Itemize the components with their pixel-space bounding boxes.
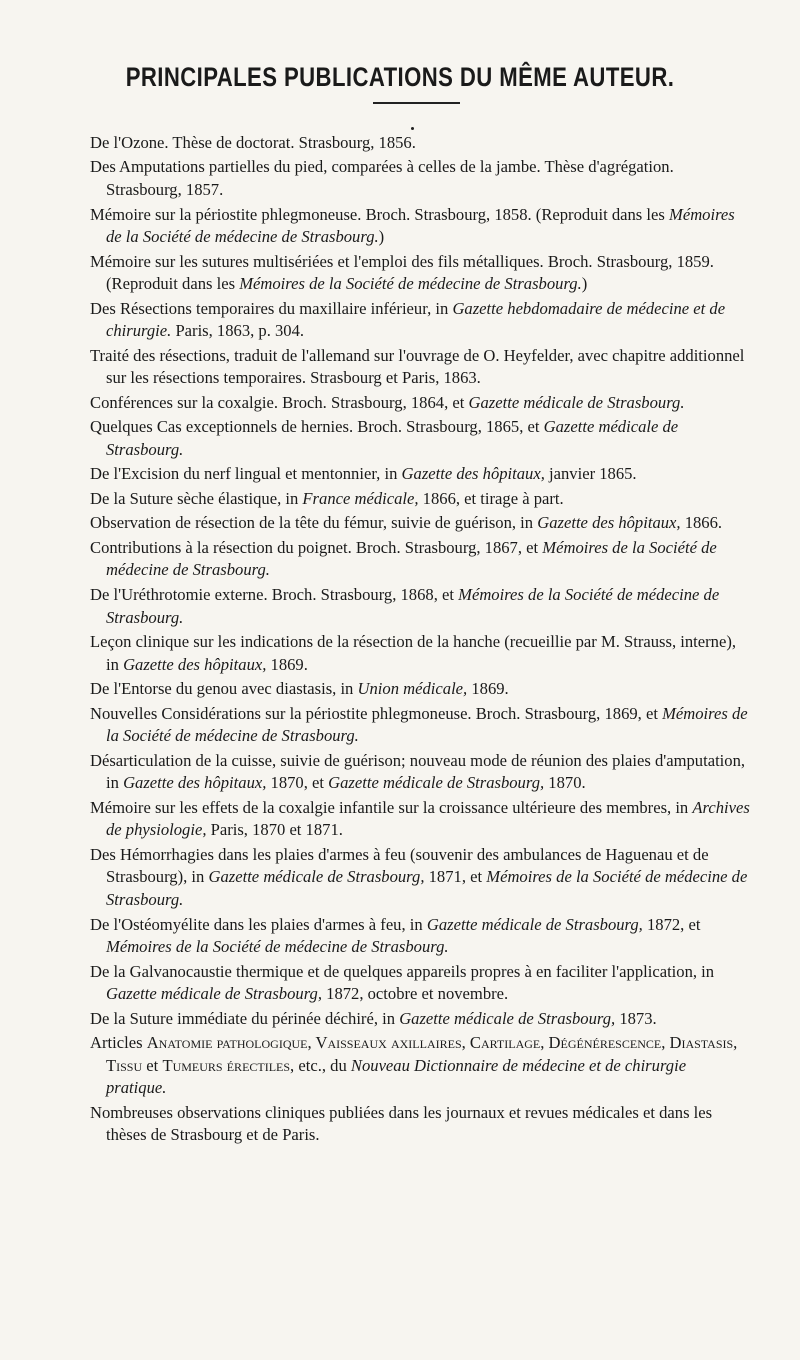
entry-text: Nouvelles Considérations sur la périostite phlegmoneuse. Broch. Strasbourg, 1869, et — [90, 703, 663, 723]
journal-title: Mémoires de la Société de médecine de Strasbourg. — [106, 537, 717, 580]
journal-title: Gazette médicale de Strasbourg, — [426, 914, 643, 934]
entry-text: Mémoire sur les sutures multisériées et l'emploi des fils métalliques. Broch. Strasbourg, 1859. (Reproduit dans les — [90, 251, 714, 294]
entry-text: Conférences sur la coxalgie. Broch. Strasbourg, 1864, et — [90, 392, 469, 412]
journal-title: Nouveau Dictionnaire de médecine et de chirurgie pratique. — [106, 1055, 687, 1098]
entry-text: Traité des résections, traduit de l'allemand sur l'ouvrage de O. Heyfelder, avec chapitre additionnel sur les résections temporaires. Strasbourg et Paris, 1863. — [90, 345, 745, 388]
entry-text: Paris, 1863, p. 304. — [171, 321, 305, 341]
entry-text: De l'Uréthrotomie externe. Broch. Strasbourg, 1868, et — [90, 584, 459, 604]
entry-text: 1872, octobre et novembre. — [322, 984, 509, 1004]
entry-text: 1869. — [467, 679, 509, 699]
journal-title: Union médicale, — [357, 679, 468, 699]
publication-entry — [90, 584, 750, 629]
publication-entry — [90, 132, 750, 155]
entry-text: Des Amputations partielles du pied, comparées à celles de la jambe. Thèse d'agrégation. Strasbourg, 1857. — [90, 157, 674, 200]
publication-entry — [90, 703, 750, 748]
publication-entry — [90, 844, 750, 912]
journal-title: Gazette médicale de Strasbourg. — [468, 392, 685, 412]
publication-entry — [90, 512, 750, 535]
journal-title: Mémoires de la Société de médecine de Strasbourg. — [239, 274, 582, 294]
journal-title: Gazette médicale de Strasbourg, — [106, 984, 322, 1004]
entry-text: Paris, 1870 et 1871. — [206, 820, 343, 840]
publication-entry — [90, 537, 750, 582]
journal-title: Gazette des hôpitaux, — [123, 773, 267, 793]
entry-text: De l'Excision du nerf lingual et mentonnier, in — [90, 464, 402, 484]
publication-entry — [90, 797, 750, 842]
entry-text: Désarticulation de la cuisse, suivie de guérison; nouveau mode de réunion des plaies d'amputation, in — [90, 750, 746, 793]
entry-text: Des Résections temporaires du maxillaire inférieur, in — [90, 298, 453, 318]
entry-text: Anatomie pathologique, Vaisseaux axillaires, Cartilage, Dégénérescence, Diastasis, Tissu — [106, 1033, 738, 1075]
publication-entry — [90, 156, 750, 201]
entry-text: 1866, et tirage à part. — [418, 488, 564, 508]
journal-title: Mémoires de la Société de médecine de Strasbourg. — [106, 867, 748, 910]
publication-entry — [90, 463, 750, 486]
publication-list — [90, 132, 750, 1147]
journal-title: Gazette médicale de Strasbourg, — [328, 773, 545, 793]
entry-text: 1870, et — [266, 773, 329, 793]
publication-entry — [90, 416, 750, 461]
publication-entry — [90, 631, 750, 676]
publication-entry — [90, 1032, 750, 1100]
entry-text: 1872, et — [642, 914, 701, 934]
entry-text: Articles — [90, 1033, 147, 1053]
entry-text: Observation de résection de la tête du fémur, suivie de guérison, in — [90, 513, 538, 533]
journal-title: Mémoires de la Société de médecine de Strasbourg. — [106, 937, 449, 957]
entry-text: Leçon clinique sur les indications de la résection de la hanche (recueillie par M. Strauss, interne), in — [90, 632, 736, 674]
publication-entry — [90, 298, 750, 343]
entry-text: Des Hémorrhagies dans les plaies d'armes à feu (souvenir des ambulances de Haguenau et de Strasbourg), in — [90, 844, 709, 887]
entry-text: etc., du — [294, 1055, 351, 1075]
entry-text: Mémoire sur les effets de la coxalgie infantile sur la croissance ultérieure des membres, in — [90, 797, 693, 817]
entry-text: 1869. — [266, 654, 308, 674]
entry-text: ) — [378, 227, 385, 247]
entry-text: 1866. — [680, 513, 723, 533]
entry-text: Nombreuses observations cliniques publiées dans les journaux et revues médicales et dans les thèses de Strasbourg et de Paris. — [90, 1102, 713, 1145]
journal-title: Gazette médicale de Strasbourg, — [399, 1008, 616, 1028]
entry-text: 1873. — [615, 1008, 657, 1028]
journal-title: Gazette médicale de Strasbourg, — [208, 867, 425, 887]
entry-text: De l'Ostéomyélite dans les plaies d'armes à feu, in — [90, 914, 427, 934]
entry-text: 1870. — [544, 773, 586, 793]
entry-text: De la Galvanocaustie thermique et de quelques appareils propres à en faciliter l'application, in — [90, 961, 715, 981]
entry-text: Mémoire sur la périostite phlegmoneuse. Broch. Strasbourg, 1858. (Reproduit dans les — [90, 204, 669, 224]
entry-text: ) — [581, 274, 588, 294]
journal-title: Mémoires de la Société de médecine de Strasbourg. — [106, 204, 735, 247]
publication-entry — [90, 204, 750, 249]
publication-entry — [90, 392, 750, 415]
journal-title: Mémoires de la Société de médecine de Strasbourg. — [106, 584, 720, 627]
publication-entry — [90, 345, 750, 390]
publication-entry — [90, 1008, 750, 1031]
journal-title: Gazette des hôpitaux, — [123, 654, 267, 674]
ornament-dot — [411, 127, 414, 130]
page-title: PRINCIPALES PUBLICATIONS DU MÊME AUTEUR. — [125, 62, 675, 92]
journal-title: Mémoires de la Société de médecine de Strasbourg. — [106, 703, 748, 746]
entry-text: 1871, et — [424, 867, 487, 887]
journal-title: Gazette médicale de Strasbourg. — [106, 417, 679, 459]
entry-text: Quelques Cas exceptionnels de hernies. Broch. Strasbourg, 1865, et — [90, 417, 544, 437]
publication-entry — [90, 750, 750, 795]
entry-text: Contributions à la résection du poignet. Broch. Strasbourg, 1867, et — [90, 537, 543, 557]
publication-entry — [90, 678, 750, 701]
journal-title: Gazette des hôpitaux, — [401, 464, 545, 484]
publication-entry — [90, 488, 750, 511]
publication-entry — [90, 251, 750, 296]
journal-title: Gazette hebdomadaire de médecine et de chirurgie. — [106, 298, 726, 341]
entry-text: Tumeurs érectiles, — [162, 1055, 295, 1075]
publication-entry — [90, 1102, 750, 1147]
entry-text: De la Suture immédiate du périnée déchiré, in — [90, 1008, 400, 1028]
journal-title: Archives de physiologie, — [106, 797, 750, 840]
publication-entry — [90, 914, 750, 959]
entry-text: et — [142, 1055, 163, 1075]
publication-entry — [90, 961, 750, 1006]
title-rule — [373, 102, 460, 104]
entry-text: De l'Entorse du genou avec diastasis, in — [90, 679, 358, 699]
journal-title: France médicale, — [302, 488, 419, 508]
entry-text: De la Suture sèche élastique, in — [90, 488, 303, 508]
entry-text: De l'Ozone. Thèse de doctorat. Strasbourg, 1856. — [90, 133, 416, 152]
journal-title: Gazette des hôpitaux, — [537, 513, 681, 533]
entry-text: janvier 1865. — [544, 464, 637, 484]
